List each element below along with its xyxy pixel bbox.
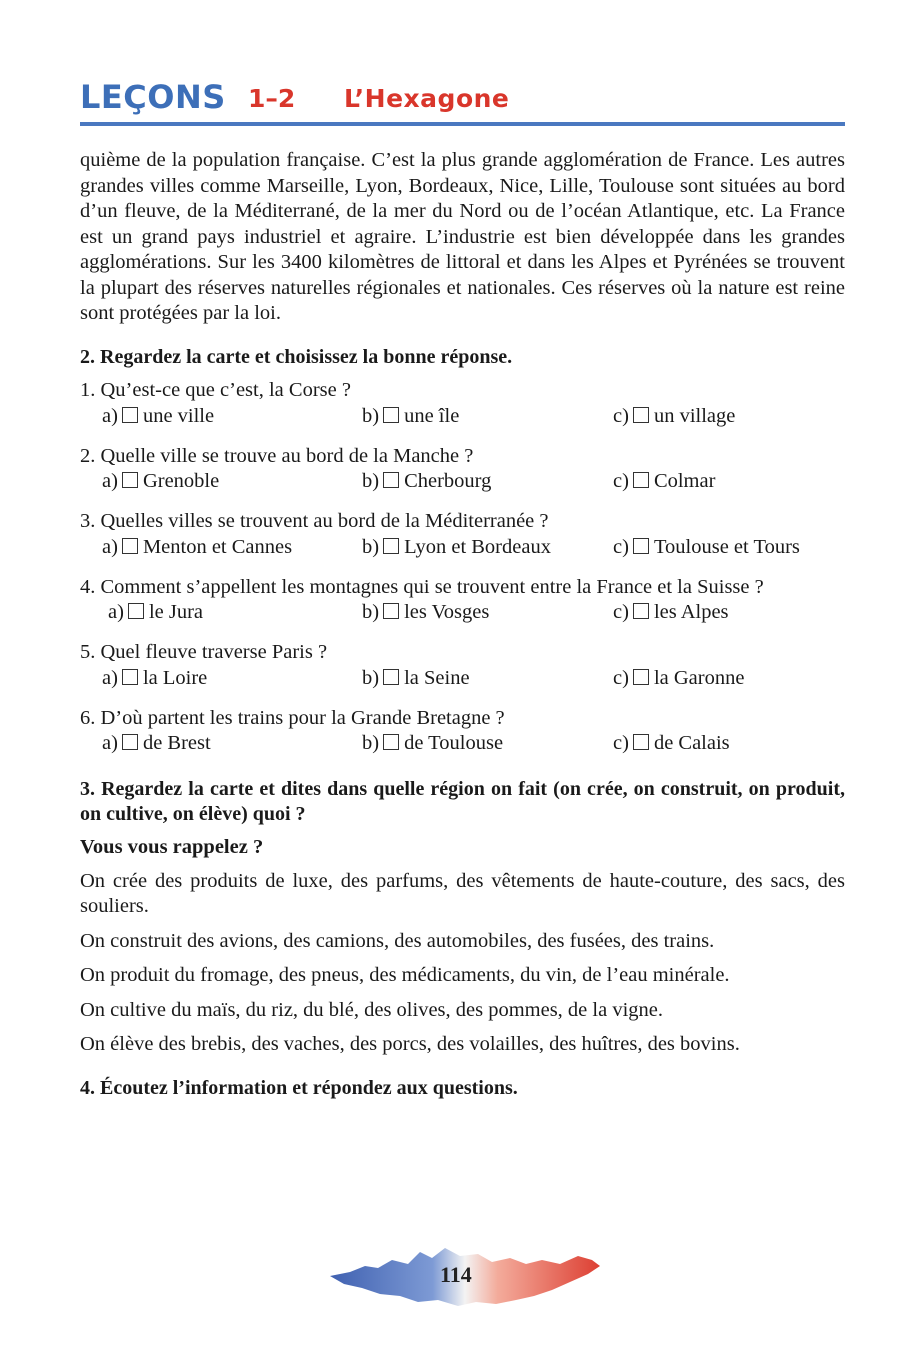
option-a [102, 731, 211, 757]
header-rule [80, 122, 845, 126]
option-text: Colmar [653, 470, 716, 492]
activity-line: On cultive du maïs, du riz, du blé, des olives, des pommes, de la vigne. [80, 998, 663, 1021]
checkbox[interactable] [633, 538, 649, 554]
answer-options [80, 666, 845, 692]
checkbox[interactable] [633, 669, 649, 685]
option-text: Lyon et Bordeaux [404, 535, 551, 558]
option-letter: a) [102, 404, 118, 427]
option-a [102, 404, 214, 430]
option-c [613, 535, 800, 561]
option-c [613, 731, 730, 757]
page-footer [320, 1238, 605, 1313]
option-letter: c) [613, 535, 629, 558]
checkbox[interactable] [122, 472, 138, 488]
checkbox[interactable] [633, 734, 649, 750]
question-text: 1. Qu’est-ce que c’est, la Corse ? [80, 379, 351, 401]
checkbox[interactable] [122, 734, 138, 750]
answer-options [80, 404, 845, 430]
option-text: de Calais [653, 732, 730, 754]
option-text: la Loire [142, 666, 208, 689]
question-item [80, 444, 845, 496]
option-letter: c) [613, 404, 629, 427]
option-letter: b) [362, 535, 380, 558]
option-text: de Toulouse [404, 732, 504, 754]
lesson-numbers: 1–2 [248, 84, 296, 113]
question-text: 2. Quelle ville se trouve au bord de la Manche ? [80, 444, 474, 467]
option-text: Toulouse et Tours [653, 535, 800, 558]
answer-options [80, 535, 845, 561]
option-text: les Alpes [653, 601, 729, 623]
exercise-4-title: 4. Écoutez l’information et répondez aux questions. [80, 1076, 518, 1099]
checkbox[interactable] [383, 538, 399, 554]
option-letter: b) [362, 470, 380, 492]
option-text: une ville [142, 404, 215, 427]
checkbox[interactable] [383, 603, 399, 619]
page-number: 114 [440, 1262, 472, 1287]
option-b [362, 731, 503, 757]
option-a [108, 600, 203, 626]
option-letter: b) [362, 404, 380, 427]
option-letter: a) [102, 470, 118, 492]
option-text: un village [653, 404, 736, 427]
option-text: Grenoble [142, 470, 220, 492]
checkbox[interactable] [128, 603, 144, 619]
exercise-2-questions [80, 378, 845, 757]
answer-options [80, 469, 845, 495]
exercise-2-title: 2. Regardez la carte et choisissez la bonne réponse. [80, 345, 513, 368]
option-text: Cherbourg [404, 470, 492, 492]
exercise-3-subtitle: Vous vous rappelez ? [80, 836, 264, 858]
intro-paragraph: quième de la population française. C’est la plus grande agglomération de France. Les autres grandes villes comme Marseille, Lyon, Bordeaux, Nice, Lille, Toulouse sont situées au bord d’un fleuve, de la Méditerrané, de la mer du Nord ou de l’océan Atlantique, etc. La France est un grand pays industriel et agraire. L’industrie est bien développée dans les grandes agglomérations. Sur les 3400 kilomètres de littoral et dans les Alpes et Pyrénées se trouvent la plupart des réserves naturelles régionales et nationales. Ces réserves où la nature est reine sont protégées par la loi. [80, 149, 845, 324]
answer-options [80, 600, 845, 626]
lesson-title: L’Hexagone [344, 84, 510, 113]
question-text: 5. Quel fleuve traverse Paris ? [80, 641, 328, 663]
question-item [80, 378, 845, 430]
question-text: 6. D’où partent les trains pour la Grande Bretagne ? [80, 706, 505, 729]
checkbox[interactable] [383, 734, 399, 750]
option-text: les Vosges [404, 601, 490, 623]
option-letter: c) [613, 601, 629, 623]
option-b [362, 535, 551, 561]
question-item [80, 706, 845, 758]
question-text: 3. Quelles villes se trouvent au bord de la Méditerranée ? [80, 510, 549, 532]
option-text: la Garonne [653, 666, 745, 689]
activity-line: On crée des produits de luxe, des parfums, des vêtements de haute-couture, des sacs, des souliers. [80, 869, 845, 917]
question-text: 4. Comment s’appellent les montagnes qui se trouvent entre la France et la Suisse ? [80, 575, 764, 598]
exercise-3-lines [80, 869, 845, 1058]
checkbox[interactable] [122, 538, 138, 554]
option-text: la Seine [404, 666, 470, 689]
option-letter: c) [613, 732, 629, 754]
checkbox[interactable] [633, 603, 649, 619]
question-item [80, 509, 845, 561]
question-item [80, 640, 845, 692]
activity-line: On construit des avions, des camions, des automobiles, des fusées, des trains. [80, 929, 715, 952]
option-letter: a) [102, 732, 118, 754]
checkbox[interactable] [383, 669, 399, 685]
option-letter: a) [102, 535, 118, 558]
option-c [613, 666, 744, 692]
question-item [80, 575, 845, 627]
checkbox[interactable] [383, 407, 399, 423]
option-letter: c) [613, 470, 629, 492]
option-text: une île [404, 404, 460, 427]
option-b [362, 666, 470, 692]
option-a [102, 535, 292, 561]
option-text: de Brest [142, 732, 211, 754]
option-letter: b) [362, 666, 380, 689]
checkbox[interactable] [633, 407, 649, 423]
lecons-label: LEÇONS [80, 78, 226, 116]
option-letter: a) [108, 601, 124, 623]
page-content [80, 148, 845, 1109]
activity-line: On produit du fromage, des pneus, des médicaments, du vin, de l’eau minérale. [80, 964, 730, 986]
lesson-header [80, 78, 845, 128]
option-c [613, 469, 715, 495]
option-b [362, 600, 489, 626]
option-text: Menton et Cannes [142, 535, 293, 558]
option-a [102, 469, 219, 495]
activity-line: On élève des brebis, des vaches, des porcs, des volailles, des huîtres, des bovins. [80, 1033, 740, 1055]
checkbox[interactable] [633, 472, 649, 488]
option-c [613, 600, 729, 626]
option-text: le Jura [148, 601, 204, 623]
option-letter: a) [102, 666, 118, 689]
option-b [362, 404, 459, 430]
option-letter: c) [613, 666, 629, 689]
option-letter: b) [362, 732, 380, 754]
option-letter: b) [362, 601, 380, 623]
checkbox[interactable] [122, 669, 138, 685]
answer-options [80, 731, 845, 757]
checkbox[interactable] [122, 407, 138, 423]
option-b [362, 469, 491, 495]
option-a [102, 666, 207, 692]
option-c [613, 404, 735, 430]
exercise-3-title: 3. Regardez la carte et dites dans quelle région on fait (on crée, on construit, on produit, on cultive, on élève) quoi ? [80, 778, 845, 825]
checkbox[interactable] [383, 472, 399, 488]
